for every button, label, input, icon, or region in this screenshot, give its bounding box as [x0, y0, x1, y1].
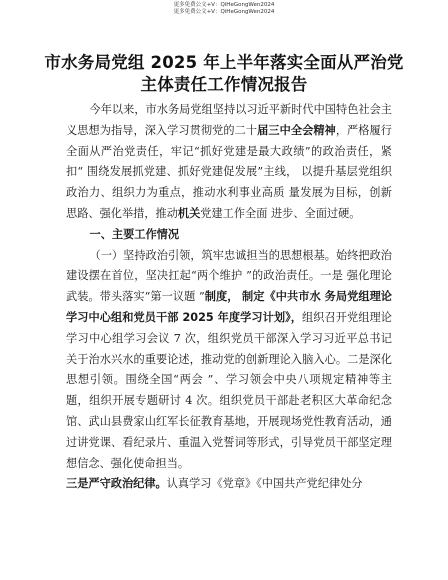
header-notes	[0, 2, 448, 16]
intro-paragraph	[66, 100, 392, 225]
intro-text: 党建工作全面 进步、全面过硬。	[200, 206, 361, 220]
paragraph-emphasis: 制定《中共市水 务局党组理论学习中心组和党员干部 2025 年度学习计划》，	[66, 290, 392, 324]
header-note: 更多免费公文+V：QiHeGongWen2024	[173, 2, 275, 8]
paragraph-text: 认真学习《党章》《中国共产党纪律处分	[166, 477, 363, 491]
title-line: 主体责任工作情况报告	[140, 75, 308, 94]
paragraph-text: （一）坚持政治引领，筑牢忠诚担当的思想根基。始终把政治建设摆在首位，坚决扛起“两个维护 ”的政治责任。一是 强化理论武装。带头落实“第一议题 ”	[66, 248, 392, 304]
paragraph-emphasis: 三是严守政治纪律。	[66, 477, 167, 491]
document-body	[66, 100, 392, 495]
intro-text: 今年以来，市水务局党组坚持以习近平新时代中国特色社会主义思想为指导，深入学习贯彻党的二十	[66, 103, 392, 137]
section1-paragraph	[66, 246, 392, 475]
intro-emphasis: 届三中全会精神	[257, 123, 336, 137]
header-note: 更多免费公文+V：QiHeGongWen2024	[173, 9, 275, 15]
section-heading: 一、主要工作情况	[89, 227, 180, 241]
title-line: 市水务局党组 2025 年上半年落实全面从严治党	[44, 53, 404, 72]
document-title	[40, 52, 408, 96]
section1-paragraph-2	[66, 474, 392, 495]
paragraph-text: 组织召开党组理论学习中心组学习会议 7 次，组织党员干部深入学习习近平总书记关于治水兴水的重要论述，推动党的创新理论入脑入心。二是深化思想引领。围绕全国“两会 ”、学习领会中央八项规定精神等主题，组织开展专题研讨 4 次。组织党员干部赴老积区大革命纪念馆、武山县费家山红军长征教育基地，开展现场党性教育活动，通过讲党课、看纪录片、重温入党誓词等形式，引导党员干部坚定理想信念、强化使命担当。	[66, 310, 392, 470]
intro-emphasis: 机关	[177, 206, 201, 220]
intro-text: ，严格履行全面从严治党责任，牢记“抓好党建是最大政绩”的政治责任，紧扣“ 围绕发展抓党建、抓好党建促发展”主线， 以提升基层党组织政治力、组织力为重点，推动水利事业高质 量发展为目标，创新思路、强化举措，推动	[66, 123, 392, 220]
paragraph-emphasis: 制度，	[204, 290, 239, 304]
